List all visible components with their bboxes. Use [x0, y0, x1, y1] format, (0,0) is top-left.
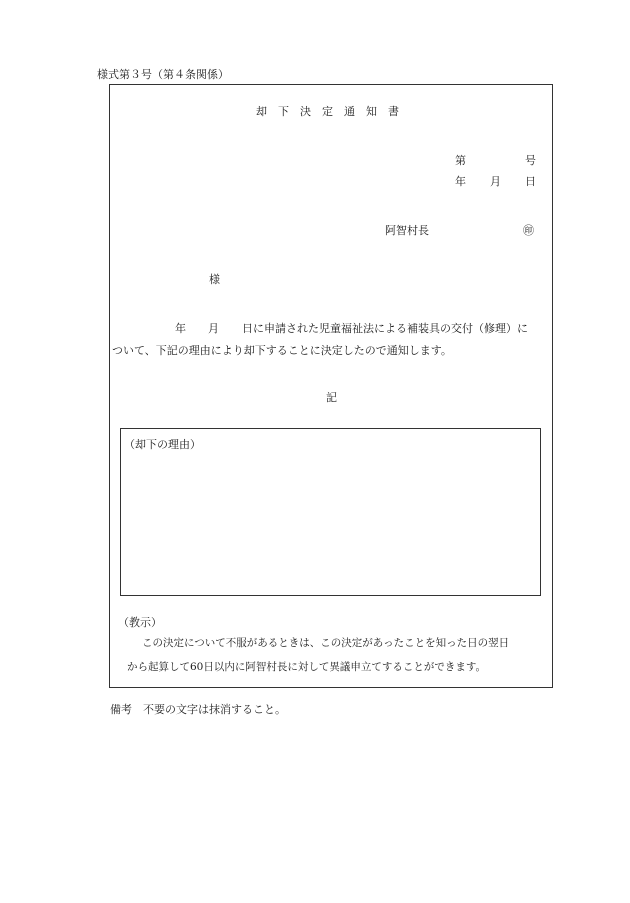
date-day-label: 日 [525, 175, 536, 188]
body-line-1: 日に申請された児童福祉法による補装具の交付（修理）に [242, 322, 528, 335]
body-line-2: ついて、下記の理由により却下することに決定したので通知します。 [112, 344, 452, 357]
addressee-honorific: 様 [209, 273, 220, 286]
ki-heading: 記 [326, 391, 337, 404]
body-month-label: 月 [208, 322, 219, 335]
number-suffix: 号 [525, 154, 536, 167]
instruction-line-2: から起算して60日以内に阿智村長に対して異議申立てすることができます。 [127, 661, 487, 673]
remarks-note: 備考 不要の文字は抹消すること。 [110, 703, 286, 716]
instruction-line-1: この決定について不服があるときは、この決定があったことを知った日の翌日 [142, 637, 510, 649]
instruction-label: （教示） [118, 616, 162, 629]
reason-label: （却下の理由） [124, 438, 201, 451]
seal-mark: ㊞ [523, 224, 534, 237]
number-prefix: 第 [455, 154, 466, 167]
body-year-label: 年 [175, 322, 186, 335]
date-month-label: 月 [490, 175, 501, 188]
date-year-label: 年 [455, 175, 466, 188]
document-title: 却下決定通知書 [256, 105, 410, 118]
reason-box [120, 428, 541, 596]
notice-frame [109, 84, 553, 688]
form-label: 様式第３号（第４条関係） [97, 68, 229, 81]
issuer-name: 阿智村長 [385, 224, 429, 237]
